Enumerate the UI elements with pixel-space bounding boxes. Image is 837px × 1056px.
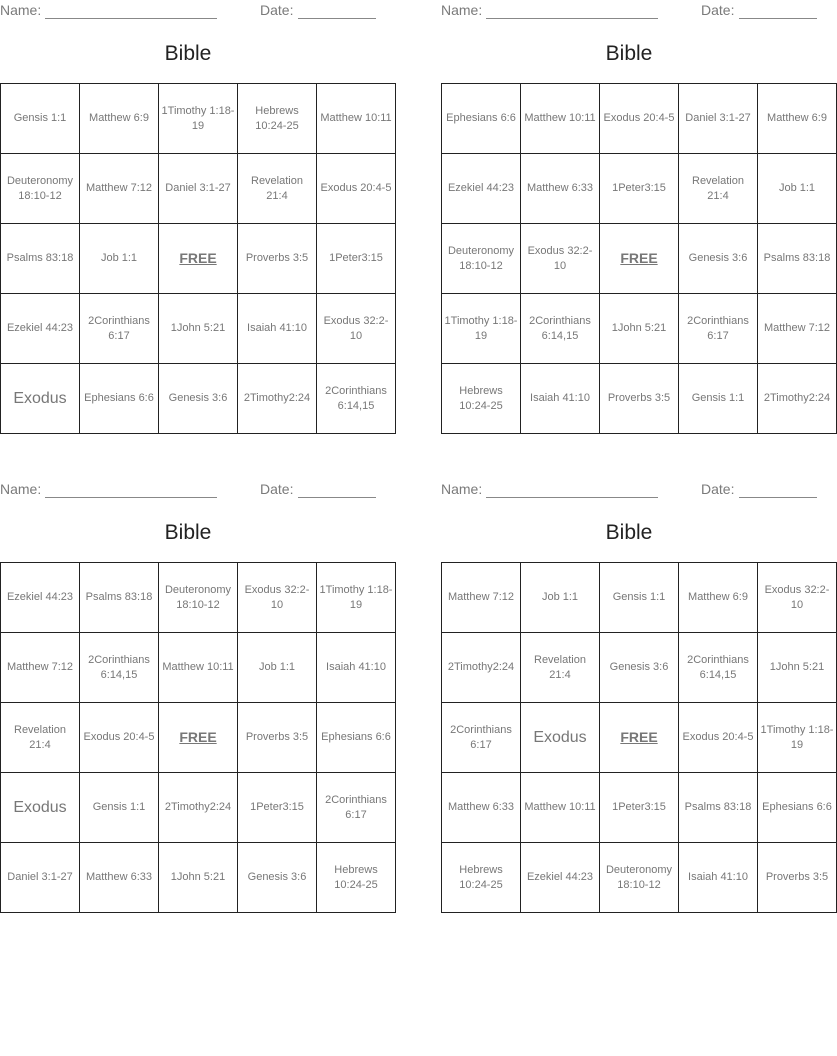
bingo-cell: Matthew 7:12	[442, 563, 521, 633]
bingo-cell: Deuteronomy 18:10-12	[159, 563, 238, 633]
card-title: Bible	[164, 42, 212, 65]
bingo-cell: Exodus 32:2-10	[317, 294, 396, 364]
bingo-cell: Genesis 3:6	[679, 224, 758, 294]
bingo-cell: Proverbs 3:5	[758, 843, 837, 913]
bingo-cell: 2Timothy2:24	[159, 773, 238, 843]
bingo-row	[442, 843, 837, 913]
bingo-cell: Exodus 32:2-10	[758, 563, 837, 633]
bingo-cell: Ephesians 6:6	[80, 364, 159, 434]
bingo-cell: Matthew 10:11	[317, 84, 396, 154]
bingo-cell: Revelation 21:4	[521, 633, 600, 703]
bingo-cell: Ezekiel 44:23	[521, 843, 600, 913]
bingo-row	[442, 633, 837, 703]
bingo-cell: 2Corinthians 6:17	[80, 294, 159, 364]
bingo-cell: Deuteronomy 18:10-12	[600, 843, 679, 913]
bingo-cell: 1Peter3:15	[238, 773, 317, 843]
bingo-cell: 2Corinthians 6:14,15	[80, 633, 159, 703]
bingo-cell: Exodus 20:4-5	[317, 154, 396, 224]
free-space: FREE	[159, 703, 238, 773]
bingo-cell: Daniel 3:1-27	[679, 84, 758, 154]
bingo-cell: Exodus	[1, 773, 80, 843]
bingo-row	[1, 154, 396, 224]
bingo-cell: 1Peter3:15	[600, 773, 679, 843]
bingo-cell: Gensis 1:1	[600, 563, 679, 633]
bingo-row	[1, 364, 396, 434]
bingo-cell: Hebrews 10:24-25	[442, 364, 521, 434]
free-space: FREE	[159, 224, 238, 294]
bingo-cell: Job 1:1	[521, 563, 600, 633]
bingo-cell: Proverbs 3:5	[238, 224, 317, 294]
bingo-row	[442, 154, 837, 224]
bingo-cell: 1Timothy 1:18-19	[758, 703, 837, 773]
bingo-cell: Matthew 7:12	[758, 294, 837, 364]
bingo-cell: Genesis 3:6	[600, 633, 679, 703]
bingo-cell: Psalms 83:18	[758, 224, 837, 294]
bingo-row	[442, 773, 837, 843]
bingo-cell: 2Timothy2:24	[442, 633, 521, 703]
bingo-cell: Matthew 6:9	[679, 563, 758, 633]
bingo-cell: Proverbs 3:5	[600, 364, 679, 434]
bingo-row	[442, 224, 837, 294]
bingo-row	[442, 294, 837, 364]
bingo-cell: Isaiah 41:10	[238, 294, 317, 364]
bingo-cell: Job 1:1	[758, 154, 837, 224]
bingo-card	[0, 479, 393, 899]
bingo-cell: Ezekiel 44:23	[1, 294, 80, 364]
bingo-cell: Gensis 1:1	[679, 364, 758, 434]
bingo-cell: Daniel 3:1-27	[1, 843, 80, 913]
bingo-row	[1, 294, 396, 364]
name-blank-line	[486, 497, 658, 498]
bingo-cell: Exodus 20:4-5	[600, 84, 679, 154]
bingo-cell: Isaiah 41:10	[679, 843, 758, 913]
name-blank-line	[45, 497, 217, 498]
bingo-row	[1, 224, 396, 294]
bingo-cell: 1Peter3:15	[317, 224, 396, 294]
bingo-cell: Psalms 83:18	[1, 224, 80, 294]
bingo-grid	[0, 83, 396, 434]
bingo-cell: Psalms 83:18	[679, 773, 758, 843]
bingo-cell: Isaiah 41:10	[521, 364, 600, 434]
bingo-cell: Matthew 10:11	[521, 773, 600, 843]
bingo-cell: 1John 5:21	[758, 633, 837, 703]
bingo-cell: Revelation 21:4	[1, 703, 80, 773]
name-date-row	[441, 481, 817, 499]
bingo-grid	[441, 562, 837, 913]
bingo-grid	[441, 83, 837, 434]
name-label: Name:	[441, 481, 483, 497]
bingo-row	[442, 563, 837, 633]
bingo-cell: Matthew 6:9	[758, 84, 837, 154]
bingo-cell: Revelation 21:4	[238, 154, 317, 224]
bingo-row	[442, 364, 837, 434]
bingo-cell: Isaiah 41:10	[317, 633, 396, 703]
bingo-cell: Matthew 6:9	[80, 84, 159, 154]
bingo-cell: 2Corinthians 6:17	[442, 703, 521, 773]
bingo-cell: Matthew 10:11	[521, 84, 600, 154]
bingo-card	[441, 0, 831, 420]
bingo-cell: Matthew 7:12	[1, 633, 80, 703]
bingo-cell: Ephesians 6:6	[442, 84, 521, 154]
bingo-cell: 1John 5:21	[159, 294, 238, 364]
bingo-cell: Ephesians 6:6	[758, 773, 837, 843]
name-label: Name:	[0, 2, 42, 18]
date-label: Date:	[701, 2, 735, 18]
bingo-row	[1, 84, 396, 154]
bingo-cell: Ezekiel 44:23	[1, 563, 80, 633]
bingo-row	[1, 563, 396, 633]
bingo-cell: Job 1:1	[238, 633, 317, 703]
bingo-cell: 2Corinthians 6:17	[317, 773, 396, 843]
bingo-cell: 1Timothy 1:18-19	[317, 563, 396, 633]
bingo-cell: Psalms 83:18	[80, 563, 159, 633]
bingo-cell: 1Timothy 1:18-19	[159, 84, 238, 154]
bingo-card	[441, 479, 834, 899]
date-blank-line	[298, 18, 376, 19]
card-title: Bible	[605, 521, 653, 544]
bingo-cell: 2Timothy2:24	[238, 364, 317, 434]
name-blank-line	[45, 18, 217, 19]
date-blank-line	[739, 18, 817, 19]
bingo-row	[1, 773, 396, 843]
bingo-cell: 1John 5:21	[600, 294, 679, 364]
name-label: Name:	[0, 481, 42, 497]
bingo-cell: 2Corinthians 6:14,15	[317, 364, 396, 434]
bingo-row	[442, 84, 837, 154]
date-label: Date:	[260, 2, 294, 18]
name-date-row	[0, 481, 376, 499]
bingo-cell: Matthew 6:33	[80, 843, 159, 913]
bingo-cell: Job 1:1	[80, 224, 159, 294]
bingo-cell: Exodus 32:2-10	[521, 224, 600, 294]
bingo-cell: Matthew 10:11	[159, 633, 238, 703]
bingo-cell: 1John 5:21	[159, 843, 238, 913]
bingo-cell: Ezekiel 44:23	[442, 154, 521, 224]
bingo-cell: Exodus	[521, 703, 600, 773]
bingo-cell: 2Timothy2:24	[758, 364, 837, 434]
bingo-cell: Hebrews 10:24-25	[442, 843, 521, 913]
card-title: Bible	[605, 42, 653, 65]
date-label: Date:	[701, 481, 735, 497]
bingo-cell: Exodus 20:4-5	[80, 703, 159, 773]
bingo-grid	[0, 562, 396, 913]
bingo-cell: Genesis 3:6	[159, 364, 238, 434]
bingo-cell: Proverbs 3:5	[238, 703, 317, 773]
bingo-cell: Exodus 20:4-5	[679, 703, 758, 773]
name-date-row	[0, 2, 376, 20]
date-label: Date:	[260, 481, 294, 497]
bingo-cell: Matthew 6:33	[521, 154, 600, 224]
bingo-cell: Hebrews 10:24-25	[317, 843, 396, 913]
name-date-row	[441, 2, 817, 20]
bingo-card	[0, 0, 392, 420]
date-blank-line	[298, 497, 376, 498]
card-title: Bible	[164, 521, 212, 544]
bingo-row	[1, 843, 396, 913]
bingo-cell: Hebrews 10:24-25	[238, 84, 317, 154]
bingo-cell: 2Corinthians 6:17	[679, 294, 758, 364]
bingo-cell: Gensis 1:1	[80, 773, 159, 843]
bingo-cell: Revelation 21:4	[679, 154, 758, 224]
bingo-cell: 2Corinthians 6:14,15	[521, 294, 600, 364]
bingo-cell: 1Peter3:15	[600, 154, 679, 224]
bingo-cell: Deuteronomy 18:10-12	[442, 224, 521, 294]
bingo-cell: Exodus 32:2-10	[238, 563, 317, 633]
name-blank-line	[486, 18, 658, 19]
bingo-cell: Ephesians 6:6	[317, 703, 396, 773]
free-space: FREE	[600, 224, 679, 294]
bingo-cell: Gensis 1:1	[1, 84, 80, 154]
name-label: Name:	[441, 2, 483, 18]
bingo-row	[442, 703, 837, 773]
bingo-row	[1, 633, 396, 703]
bingo-cell: Daniel 3:1-27	[159, 154, 238, 224]
bingo-cell: Matthew 7:12	[80, 154, 159, 224]
bingo-cell: Deuteronomy 18:10-12	[1, 154, 80, 224]
bingo-row	[1, 703, 396, 773]
bingo-cell: 1Timothy 1:18-19	[442, 294, 521, 364]
bingo-cell: Genesis 3:6	[238, 843, 317, 913]
date-blank-line	[739, 497, 817, 498]
bingo-cell: Matthew 6:33	[442, 773, 521, 843]
bingo-cell: 2Corinthians 6:14,15	[679, 633, 758, 703]
free-space: FREE	[600, 703, 679, 773]
bingo-cell: Exodus	[1, 364, 80, 434]
